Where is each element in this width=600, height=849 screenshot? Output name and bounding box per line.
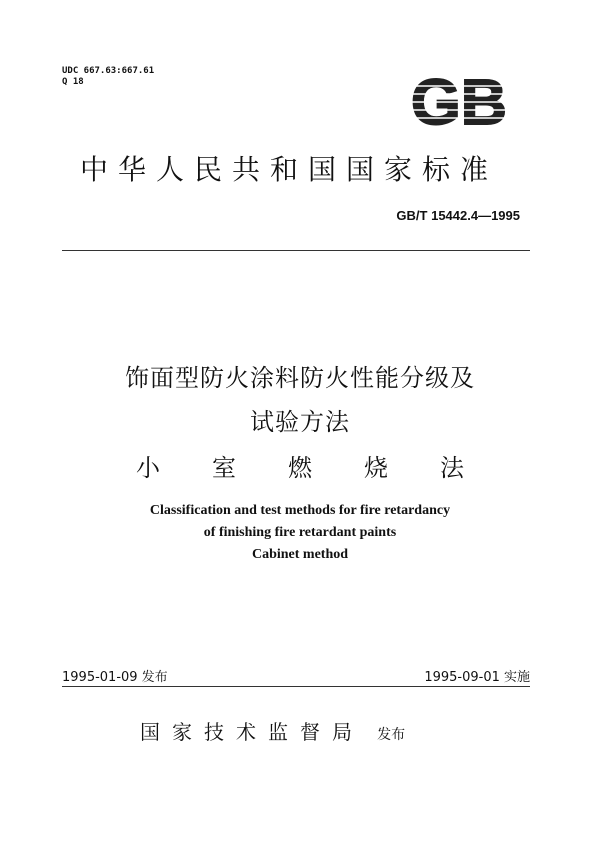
- english-title: [0, 500, 600, 566]
- issue-date: 1995-01-09 发布: [62, 670, 168, 685]
- udc-code: UDC 667.63:667.61: [62, 66, 155, 76]
- issuer-name: 国家技术监督局: [140, 720, 364, 744]
- chinese-title-line-2: 试验方法: [250, 408, 350, 436]
- chinese-title-line-1: 饰面型防火涂料防火性能分级及: [125, 364, 475, 392]
- national-standard-title: 中华人民共和国国家标准: [80, 153, 499, 186]
- classification-codes: [62, 66, 154, 88]
- chinese-title-line-3: 小室燃烧法: [136, 454, 516, 482]
- issuer-action: 发布: [377, 727, 406, 743]
- gb-logo: [398, 72, 520, 134]
- english-title-line-1: Classification and test methods for fire retardancy: [149, 503, 451, 518]
- english-title-line-3: Cabinet method: [251, 547, 349, 562]
- top-divider: [62, 250, 530, 251]
- bottom-divider: [62, 686, 530, 687]
- effective-date: 1995-09-01 实施: [424, 670, 530, 685]
- category-code: Q 18: [62, 77, 84, 87]
- english-title-line-2: of finishing fire retardant paints: [203, 525, 397, 540]
- gb-logo-text: GB: [411, 72, 507, 134]
- issuing-authority: [140, 716, 405, 745]
- standard-number: GB/T 15442.4—1995: [396, 208, 520, 223]
